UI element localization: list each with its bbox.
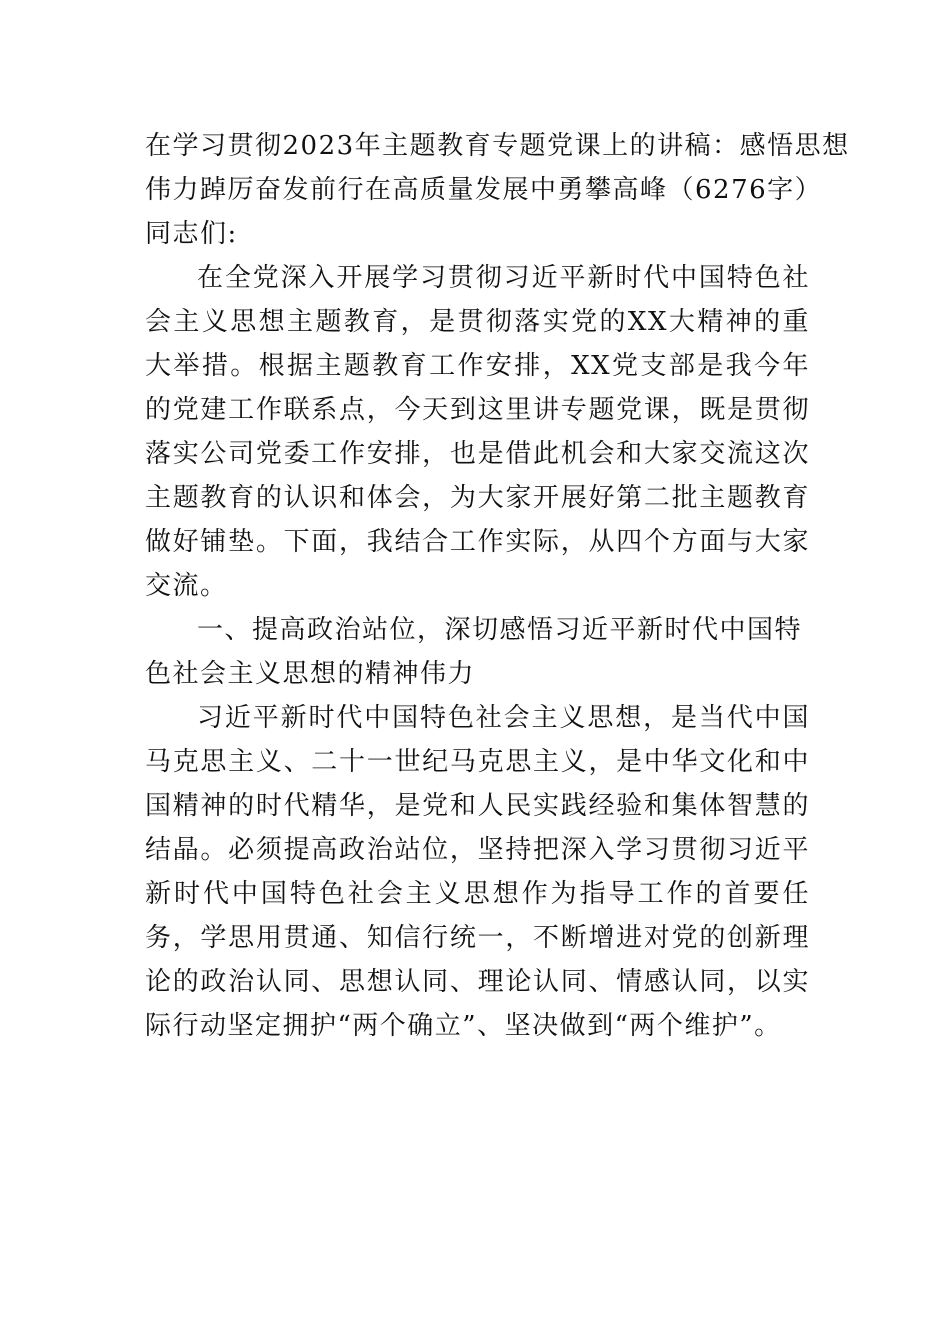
title-line-2: 伟力踔厉奋发前行在高质量发展中勇攀高峰（6276字） [145,175,823,205]
salutation: 同志们: [145,219,238,249]
intro-paragraph: 在全党深入开展学习贯彻习近平新时代中国特色社会主义思想主题教育，是贯彻落实党的XX大精神的重大举措。根据主题教育工作安排，XX党支部是我今年的党建工作联系点，今天到这里讲专题党课，既是贯彻落实公司党委工作安排，也是借此机会和大家交流这次主题教育的认识和体会，为大家开展好第二批主题教育做好铺垫。下面，我结合工作实际，从四个方面与大家交流。 [145,263,810,601]
section-1-paragraph: 习近平新时代中国特色社会主义思想，是当代中国马克思主义、二十一世纪马克思主义，是中华文化和中国精神的时代精华，是党和人民实践经验和集体智慧的结晶。必须提高政治站位，坚持把深入学习贯彻习近平新时代中国特色社会主义思想作为指导工作的首要任务，学思用贯通、知信行统一，不断增进对党的创新理论的政治认同、思想认同、理论认同、情感认同，以实际行动坚定拥护“两个确立”、坚决做到“两个维护”。 [145,703,810,1041]
section-1-heading: 一、提高政治站位，深切感悟习近平新时代中国特色社会主义思想的精神伟力 [145,615,803,689]
title-line-1: 在学习贯彻2023年主题教育专题党课上的讲稿：感悟思想 [145,131,850,161]
